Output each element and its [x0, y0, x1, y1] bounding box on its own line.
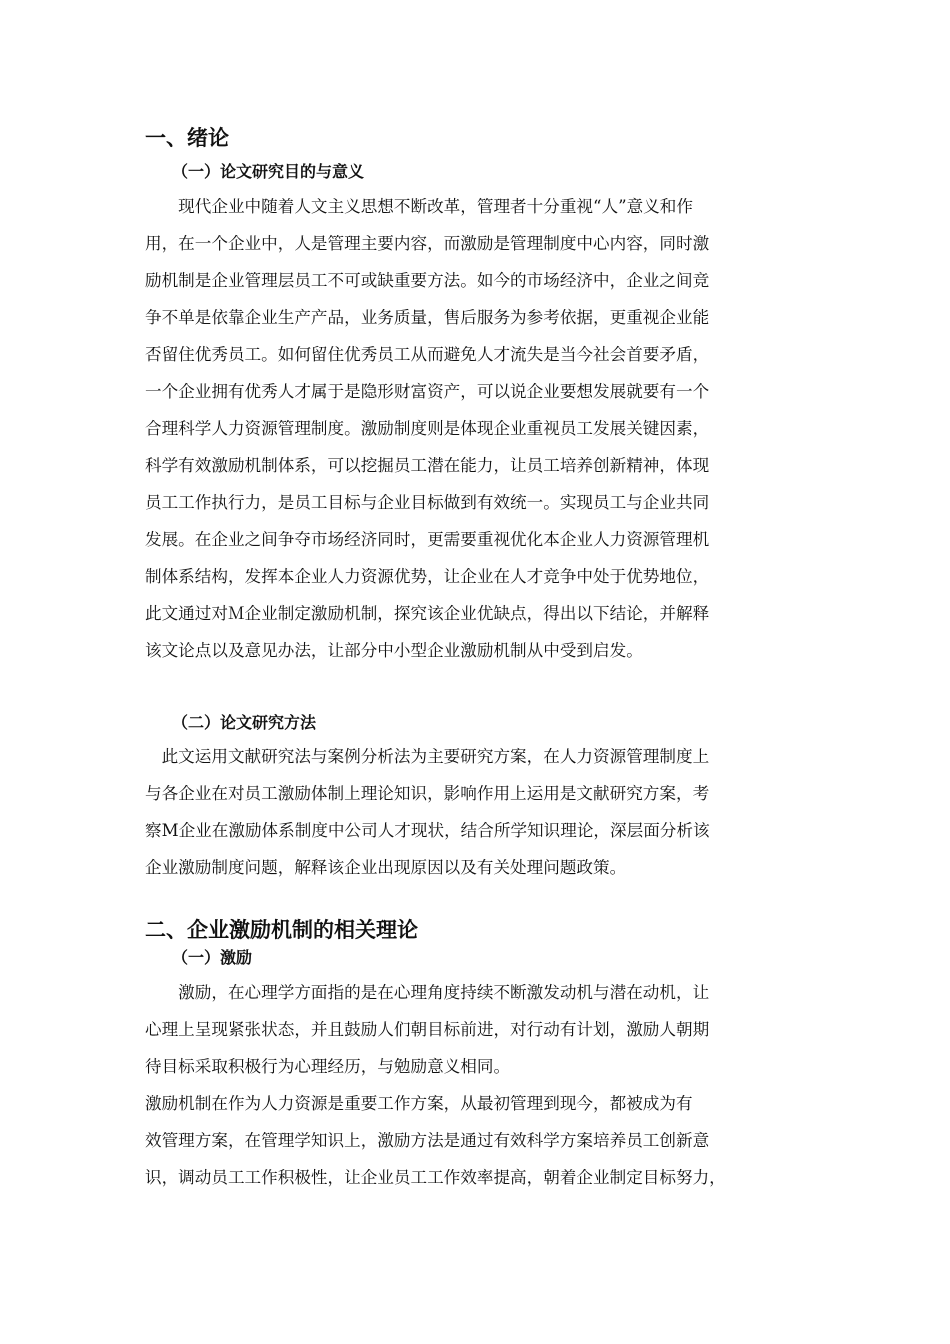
paragraph-purpose — [145, 188, 709, 669]
text-line: 察M企业在激励体系制度中公司人才现状，结合所学知识理论，深层面分析该 — [145, 821, 710, 840]
text-line: 励机制是企业管理层员工不可或缺重要方法。如今的市场经济中，企业之间竞 — [145, 271, 710, 290]
subsection-heading-purpose: （一）论文研究目的与意义 — [172, 162, 365, 181]
paragraph-incentive-definition — [145, 974, 709, 1085]
section-heading-theory: 二、企业激励机制的相关理论 — [145, 918, 418, 942]
text-line: 激励机制在作为人力资源是重要工作方案，从最初管理到现今，都被成为有 — [145, 1094, 693, 1113]
subsection-heading-incentive: （一）激励 — [172, 948, 253, 967]
text-line: 员工工作执行力，是员工目标与企业目标做到有效统一。实现员工与企业共同 — [145, 493, 710, 512]
text-line: 企业激励制度问题，解释该企业出现原因以及有关处理问题政策。 — [145, 858, 627, 877]
section-heading-introduction: 一、绪论 — [145, 126, 229, 150]
text-line: 科学有效激励机制体系，可以挖掘员工潜在能力，让员工培养创新精神，体现 — [145, 456, 710, 475]
text-line: 争不单是依靠企业生产产品，业务质量，售后服务为参考依据，更重视企业能 — [145, 308, 710, 327]
text-line: 现代企业中随着人文主义思想不断改革，管理者十分重视“人”意义和作 — [145, 197, 693, 216]
text-line: 此文通过对Ｍ企业制定激励机制，探究该企业优缺点，得出以下结论，并解释 — [145, 604, 710, 623]
text-line: 待目标采取积极行为心理经历，与勉励意义相同。 — [145, 1057, 511, 1076]
text-line: 识，调动员工工作积极性，让企业员工工作效率提高，朝着企业制定目标努力， — [145, 1168, 726, 1187]
text-line: 效管理方案，在管理学知识上，激励方法是通过有效科学方案培养员工创新意 — [145, 1131, 710, 1150]
subsection-heading-method: （二）论文研究方法 — [172, 713, 317, 732]
text-line: 该文论点以及意见办法，让部分中小型企业激励机制从中受到启发。 — [145, 641, 643, 660]
paragraph-method — [145, 738, 710, 886]
text-line: 合理科学人力资源管理制度。激励制度则是体现企业重视员工发展关键因素， — [145, 419, 710, 438]
text-line: 发展。在企业之间争夺市场经济同时，更需要重视优化本企业人力资源管理机 — [145, 530, 710, 549]
text-line: 与各企业在对员工激励体制上理论知识，影响作用上运用是文献研究方案，考 — [145, 784, 710, 803]
text-line: 此文运用文献研究法与案例分析法为主要研究方案，在人力资源管理制度上 — [145, 747, 710, 766]
text-line: 一个企业拥有优秀人才属于是隐形财富资产，可以说企业要想发展就要有一个 — [145, 382, 710, 401]
paragraph-incentive-mechanism — [145, 1085, 726, 1196]
text-line: 制体系结构，发挥本企业人力资源优势，让企业在人才竞争中处于优势地位， — [145, 567, 710, 586]
text-line: 用，在一个企业中，人是管理主要内容，而激励是管理制度中心内容，同时激 — [145, 234, 710, 253]
text-line: 激励，在心理学方面指的是在心理角度持续不断激发动机与潜在动机，让 — [145, 983, 710, 1002]
text-line: 心理上呈现紧张状态，并且鼓励人们朝目标前进，对行动有计划，激励人朝期 — [145, 1020, 710, 1039]
text-line: 否留住优秀员工。如何留住优秀员工从而避免人才流失是当今社会首要矛盾， — [145, 345, 710, 364]
